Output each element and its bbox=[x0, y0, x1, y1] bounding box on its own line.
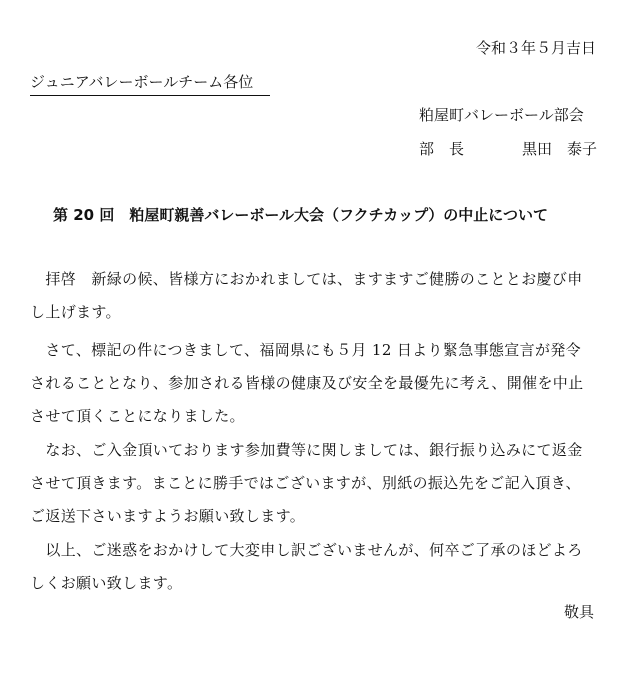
document-date: 令和３年５月吉日 bbox=[475, 39, 596, 57]
recipient-underline bbox=[30, 95, 270, 96]
body-line: なお、ご入金頂いております参加費等に関しましては、銀行振り込みにて返金 bbox=[30, 441, 583, 459]
body-line: させて頂くことになりました。 bbox=[30, 407, 245, 425]
body-line: さて、標記の件につきまして、福岡県にも５月 12 日より緊急事態宣言が発令 bbox=[30, 341, 582, 359]
body-line: されることとなり、参加される皆様の健康及び安全を最優先に考え、開催を中止 bbox=[30, 374, 584, 392]
closing-word: 敬具 bbox=[563, 603, 594, 621]
sender-position: 部 長 bbox=[419, 140, 465, 158]
sender-name: 黒田 泰子 bbox=[522, 140, 598, 158]
document-title: 第 20 回 粕屋町親善バレーボール大会（フクチカップ）の中止について bbox=[53, 206, 548, 224]
recipient-line: ジュニアバレーボールチーム各位 bbox=[30, 73, 254, 91]
body-line: 拝啓 新緑の候、皆様方におかれましては、ますますご健勝のこととお慶び申 bbox=[30, 270, 583, 288]
body-line: しくお願い致します。 bbox=[30, 574, 183, 592]
body-line: 以上、ご迷惑をおかけして大変申し訳ございませんが、何卒ご了承のほどよろ bbox=[30, 541, 583, 559]
sender-organization: 粕屋町バレーボール部会 bbox=[419, 106, 584, 124]
body-line: ご返送下さいますようお願い致します。 bbox=[30, 507, 306, 525]
sender-signature-line bbox=[419, 139, 597, 159]
body-line: し上げます。 bbox=[30, 303, 121, 321]
body-line: させて頂きます。まことに勝手ではございますが、別紙の振込先をご記入頂き、 bbox=[30, 474, 581, 492]
